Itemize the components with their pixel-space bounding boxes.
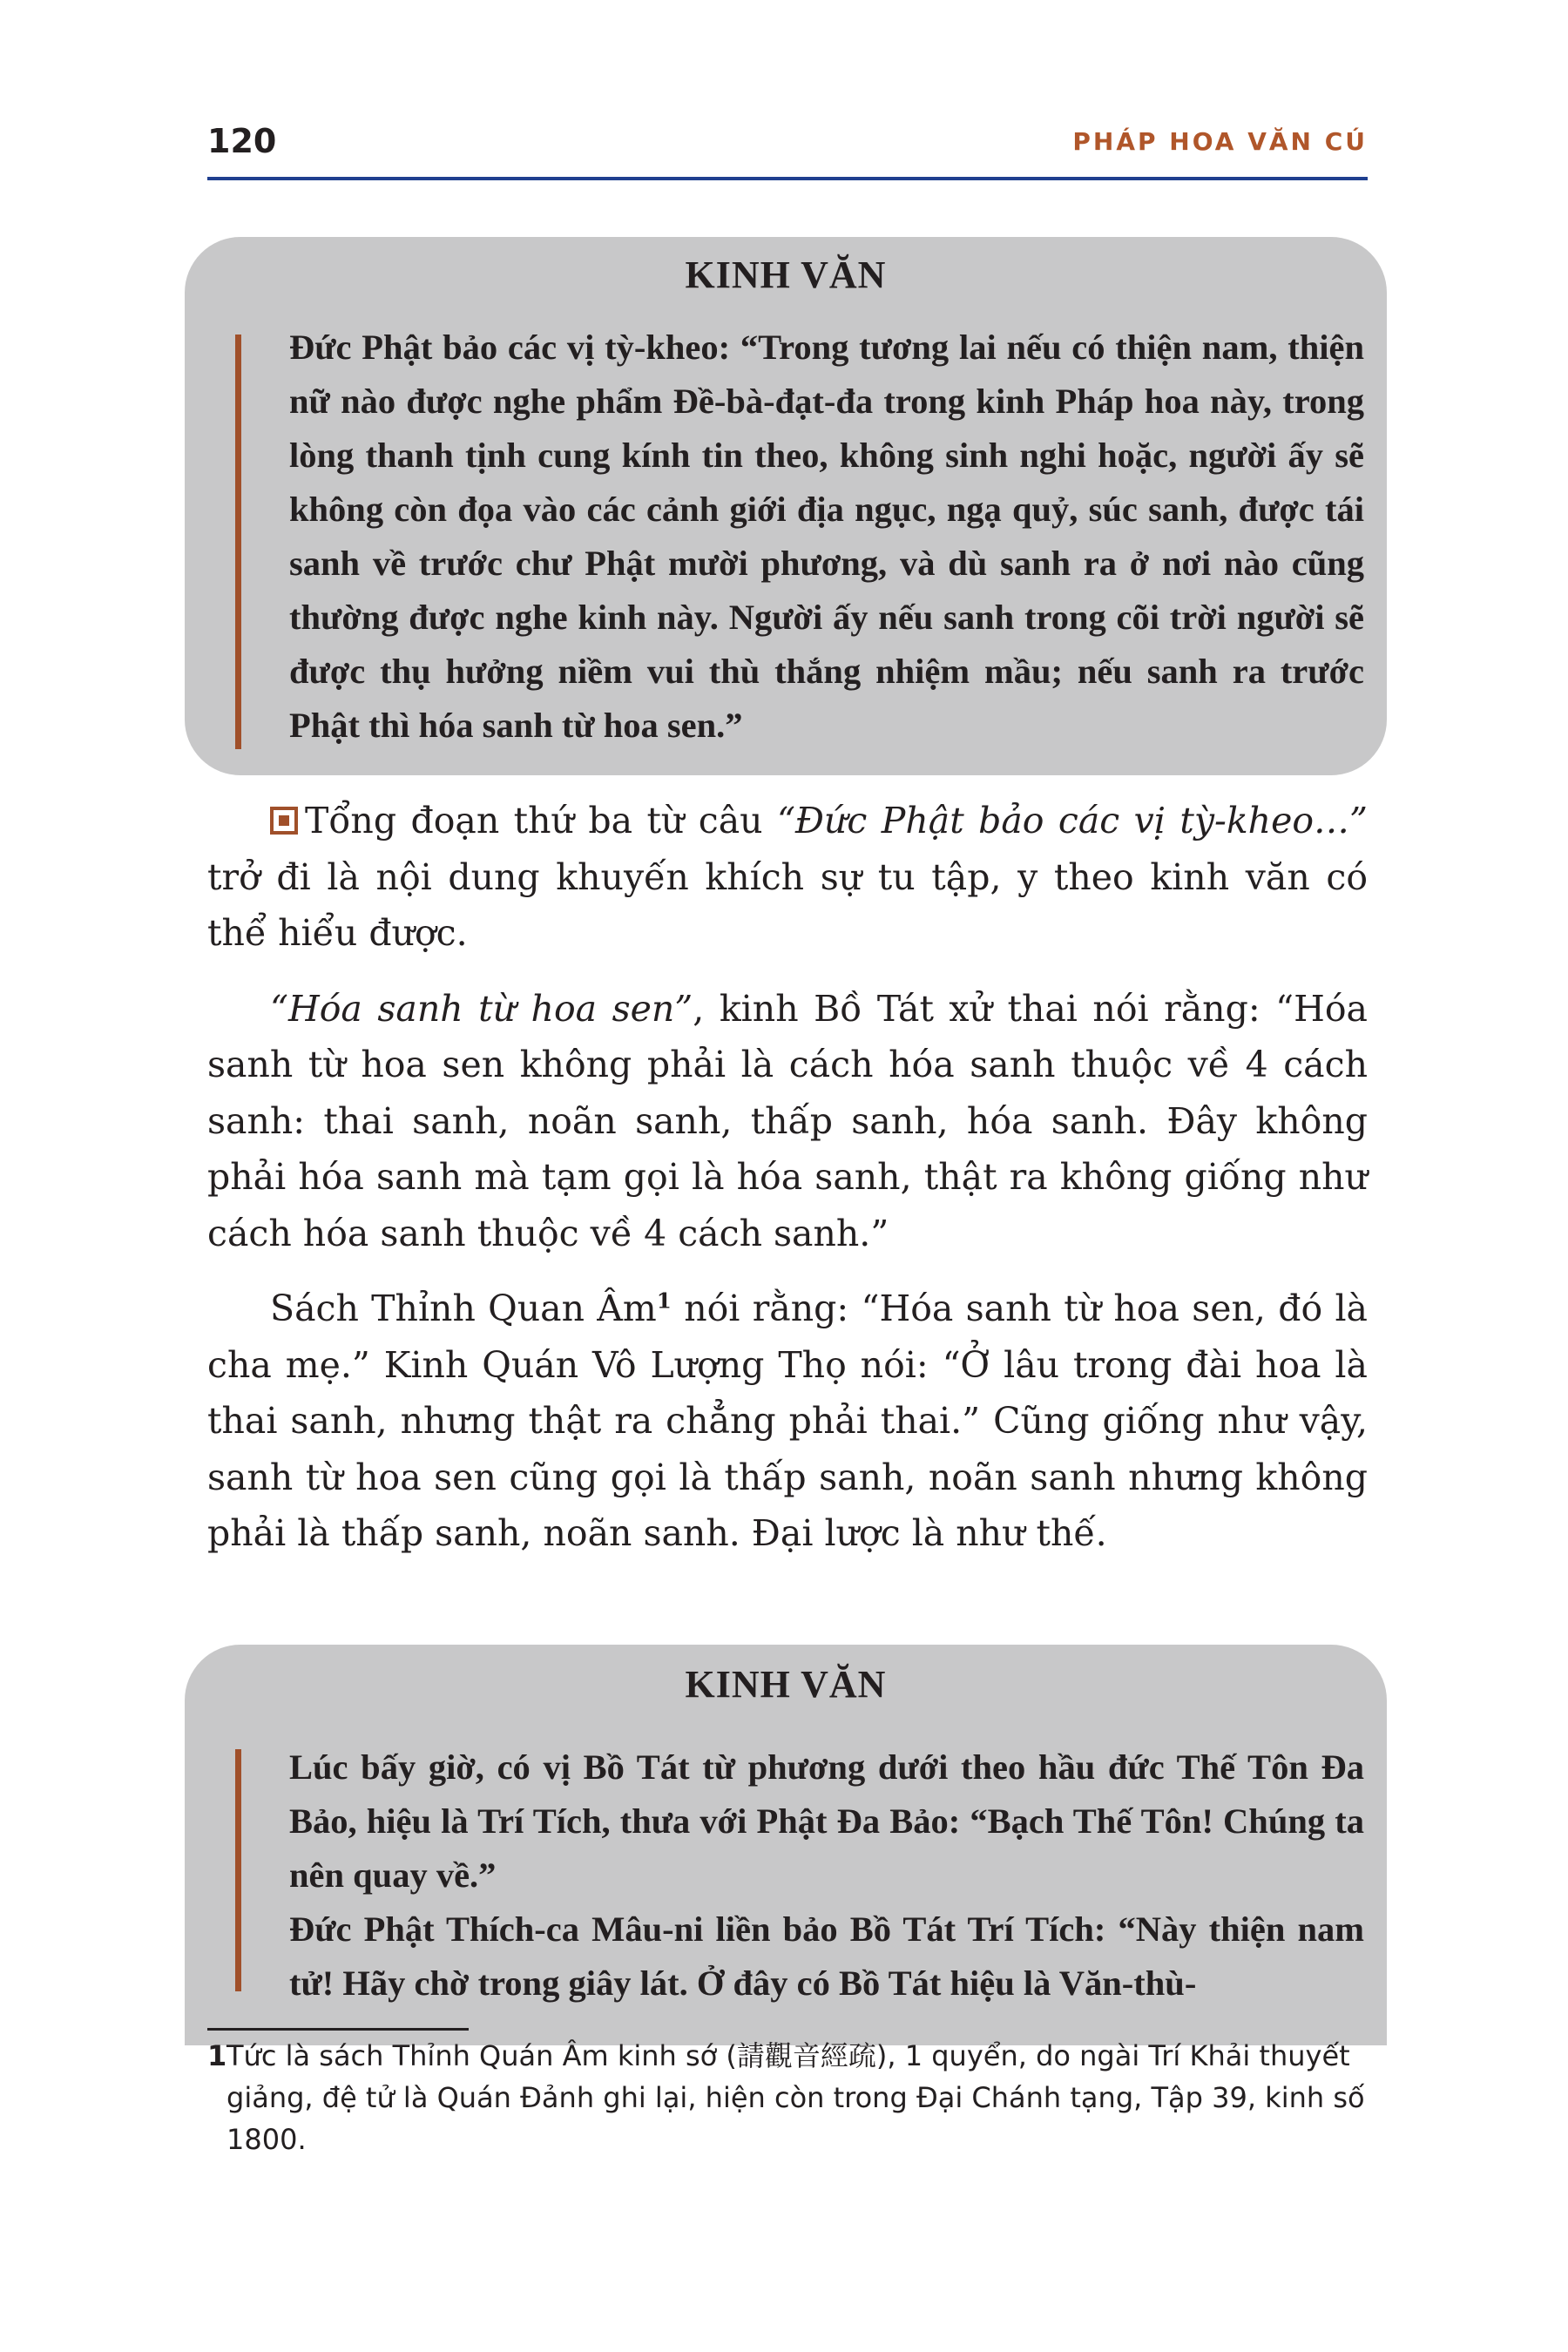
quote-accent-bar — [235, 1749, 241, 1991]
scripture-heading: KINH VĂN — [685, 1663, 887, 1706]
scripture-box-2 — [185, 1645, 1387, 2045]
scripture-heading: KINH VĂN — [685, 253, 887, 296]
header-rule — [207, 177, 1368, 180]
running-title: PHÁP HOA VĂN CÚ — [1072, 127, 1368, 156]
footnote-mark: 1 — [207, 2039, 227, 2072]
quoted-phrase: “Đức Phật bảo các vị tỳ-kheo…” — [776, 800, 1368, 841]
footnote — [207, 2035, 1368, 2160]
scripture-paragraph: Lúc bấy giờ, có vị Bồ Tát từ phương dưới theo hầu đức Thế Tôn Đa Bảo, hiệu là Trí Tích, thưa với Phật Đa Bảo: “Bạch Thế Tôn! Chúng ta nên quay về.” — [289, 1747, 1364, 1895]
commentary-paragraph-1: Tổng đoạn thứ ba từ câu “Đức Phật bảo các vị tỳ-kheo…” trở đi là nội dung khuyến khích sự tu tập, y theo kinh văn có thể hiểu được. — [207, 800, 1368, 954]
scripture-paragraph: Đức Phật bảo các vị tỳ-kheo: “Trong tương lai nếu có thiện nam, thiện nữ nào được nghe phẩm Đề-bà-đạt-đa trong kinh Pháp hoa này, trong lòng thanh tịnh cung kính tin theo, không sinh nghi hoặc, người ấy sẽ không còn đọa vào các cảnh giới địa ngục, ngạ quỷ, súc sanh, được tái sanh về trước chư Phật mười phương, và dù sanh ra ở nơi nào cũng thường được nghe kinh này. Người ấy nếu sanh trong cõi trời người sẽ được thụ hưởng niềm vui thù thắng nhiệm mầu; nếu sanh ra trước Phật thì hóa sanh từ hoa sen.” — [289, 328, 1364, 745]
footnote-text: Tức là sách Thỉnh Quán Âm kinh sớ (請觀音經疏), 1 quyển, do ngài Trí Khải thuyết giảng, đệ tử là Quán Đảnh ghi lại, hiện còn trong Đại Chánh tạng, Tập 39, kinh số 1800. — [226, 2039, 1365, 2156]
section-square-icon — [270, 807, 298, 835]
page-header — [207, 122, 1368, 176]
page-number: 120 — [207, 122, 277, 160]
commentary-paragraph-3: Sách Thỉnh Quan $Âm^1$ nói rằng: “Hóa sanh từ hoa sen, đó là cha mẹ.” Kinh Quán Vô Lượng Thọ nói: “Ở lâu trong đài hoa là thai sanh, nhưng thật ra chẳng phải thai.” Cũng giống như vậy, sanh từ hoa sen cũng gọi là thấp sanh, noãn sanh nhưng không phải là thấp sanh, noãn sanh. Đại lược là như thế. — [207, 1288, 1368, 1554]
scripture-box-1 — [185, 237, 1387, 775]
scripture-text — [289, 321, 1364, 753]
quote-accent-bar — [235, 335, 241, 749]
commentary-paragraph-2: “Hóa sanh từ hoa sen”, kinh Bồ Tát xử thai nói rằng: “Hóa sanh từ hoa sen không phải là cách hóa sanh thuộc về 4 cách sanh: thai sanh, noãn sanh, thấp sanh, hóa sanh. Đây không phải hóa sanh mà tạm gọi là hóa sanh, thật ra không giống như cách hóa sanh thuộc về 4 cách sanh.” — [207, 987, 1368, 1254]
footnote-rule — [207, 2028, 469, 2031]
scripture-paragraph: Đức Phật Thích-ca Mâu-ni liền bảo Bồ Tát Trí Tích: “Này thiện nam tử! Hãy chờ trong giây lát. Ở đây có Bồ Tát hiệu là Văn-thù- — [289, 1909, 1364, 2003]
commentary — [207, 793, 1368, 1562]
scripture-text — [289, 1740, 1364, 2011]
quoted-phrase: “Hóa sanh từ hoa sen” — [270, 987, 693, 1030]
footnote-reference: 1 — [656, 1288, 672, 1314]
